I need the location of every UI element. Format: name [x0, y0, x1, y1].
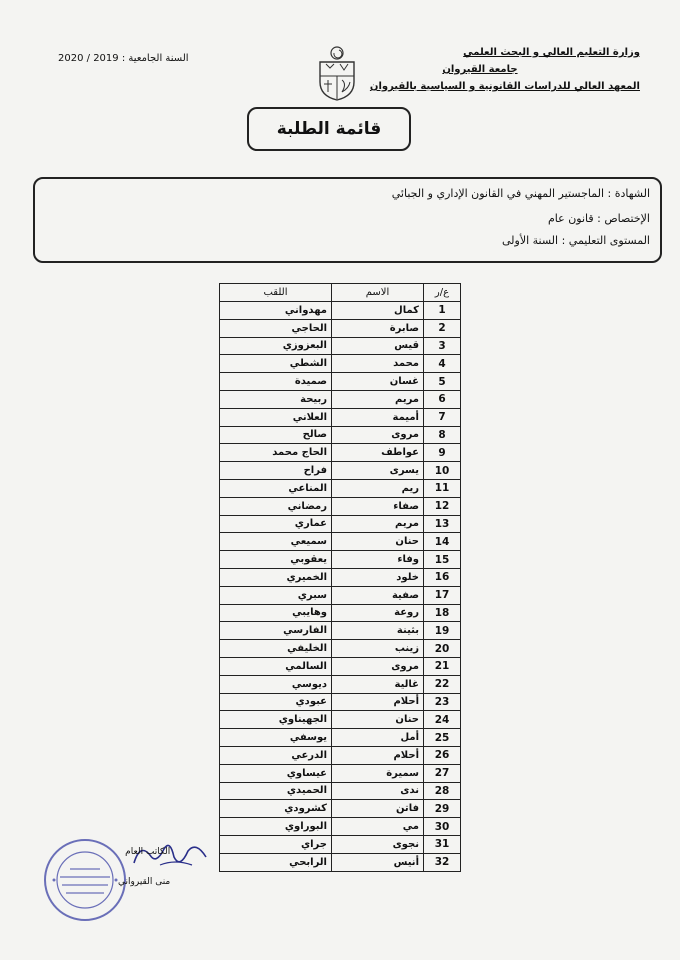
- table-row: [220, 586, 461, 604]
- row-number: 18: [424, 604, 461, 622]
- row-number: 29: [424, 800, 461, 818]
- last-name: سميعي: [220, 533, 332, 551]
- row-number: 1: [424, 302, 461, 320]
- row-number: 25: [424, 729, 461, 747]
- first-name: مروى: [332, 426, 424, 444]
- first-name: مي: [332, 818, 424, 836]
- row-number: 30: [424, 818, 461, 836]
- last-name: فراح: [220, 462, 332, 480]
- first-name: روعة: [332, 604, 424, 622]
- row-number: 32: [424, 853, 461, 871]
- last-name: مهدواني: [220, 302, 332, 320]
- institute-name: المعهد العالي للدراسات القانونية و السياسية بالقيروان: [369, 81, 640, 92]
- academic-year: السنة الجامعية : 2019 / 2020: [58, 53, 189, 64]
- table-row: [220, 782, 461, 800]
- first-name: حنان: [332, 711, 424, 729]
- table-row: [220, 640, 461, 658]
- table-row: [220, 515, 461, 533]
- first-name: أحلام: [332, 693, 424, 711]
- last-name: جراي: [220, 835, 332, 853]
- first-name: صفية: [332, 586, 424, 604]
- first-name: كمال: [332, 302, 424, 320]
- page-title: قائمة الطلبة: [247, 107, 411, 151]
- table-row: [220, 853, 461, 871]
- first-name: مريم: [332, 390, 424, 408]
- last-name: يعقوبي: [220, 551, 332, 569]
- table-row: [220, 390, 461, 408]
- tunisia-coat-of-arms-icon: [312, 44, 362, 102]
- table-row: [220, 764, 461, 782]
- table-row: [220, 355, 461, 373]
- first-name: أنيس: [332, 853, 424, 871]
- last-name: صالح: [220, 426, 332, 444]
- last-name: الحميدي: [220, 782, 332, 800]
- program-info-box: [33, 177, 662, 263]
- last-name: يوسفي: [220, 729, 332, 747]
- row-number: 10: [424, 462, 461, 480]
- signature-block: [118, 837, 170, 897]
- table-row: [220, 675, 461, 693]
- specialty-line: الإختصاص : قانون عام: [548, 212, 650, 225]
- first-name: أحلام: [332, 746, 424, 764]
- table-row: [220, 657, 461, 675]
- institution-header: [370, 44, 640, 95]
- first-name: قيس: [332, 337, 424, 355]
- last-name: سبري: [220, 586, 332, 604]
- last-name: الخليفي: [220, 640, 332, 658]
- university-name: جامعة القيروان: [442, 64, 518, 75]
- first-name: يسرى: [332, 462, 424, 480]
- signatory-title: الكاتب العام: [125, 847, 171, 857]
- first-name: وفاء: [332, 551, 424, 569]
- row-number: 26: [424, 746, 461, 764]
- table-row: [220, 622, 461, 640]
- row-number: 11: [424, 479, 461, 497]
- first-name: غسان: [332, 373, 424, 391]
- table-row: [220, 408, 461, 426]
- students-table: [219, 283, 461, 872]
- table-row: [220, 444, 461, 462]
- first-name: فاتن: [332, 800, 424, 818]
- last-name: عيساوي: [220, 764, 332, 782]
- table-row: [220, 835, 461, 853]
- row-number: 16: [424, 568, 461, 586]
- last-name: الحاج محمد: [220, 444, 332, 462]
- row-number: 13: [424, 515, 461, 533]
- first-name: ندى: [332, 782, 424, 800]
- row-number: 4: [424, 355, 461, 373]
- table-row: [220, 568, 461, 586]
- last-name: عبودي: [220, 693, 332, 711]
- row-number: 12: [424, 497, 461, 515]
- row-number: 21: [424, 657, 461, 675]
- table-row: [220, 746, 461, 764]
- table-row: [220, 533, 461, 551]
- first-name: نجوى: [332, 835, 424, 853]
- table-row: [220, 497, 461, 515]
- row-number: 6: [424, 390, 461, 408]
- last-name: الشطي: [220, 355, 332, 373]
- row-number: 5: [424, 373, 461, 391]
- last-name: وهايبي: [220, 604, 332, 622]
- last-name: ربيحة: [220, 390, 332, 408]
- table-row: [220, 479, 461, 497]
- table-header-row: [220, 284, 461, 302]
- first-name: ريم: [332, 479, 424, 497]
- last-name: الجهيناوي: [220, 711, 332, 729]
- row-number: 14: [424, 533, 461, 551]
- row-number: 19: [424, 622, 461, 640]
- row-number: 7: [424, 408, 461, 426]
- last-name: السالمي: [220, 657, 332, 675]
- row-number: 31: [424, 835, 461, 853]
- row-number: 28: [424, 782, 461, 800]
- last-name: البعزوزي: [220, 337, 332, 355]
- table-row: [220, 818, 461, 836]
- row-number: 9: [424, 444, 461, 462]
- header-num: ع/ر: [424, 284, 461, 302]
- last-name: ديوسي: [220, 675, 332, 693]
- row-number: 23: [424, 693, 461, 711]
- table-row: [220, 302, 461, 320]
- signatory-name: منى القيرواني: [118, 877, 171, 887]
- table-row: [220, 462, 461, 480]
- last-name: البوراوي: [220, 818, 332, 836]
- last-name: كشرودي: [220, 800, 332, 818]
- first-name: حنان: [332, 533, 424, 551]
- first-name: أمل: [332, 729, 424, 747]
- last-name: الفارسي: [220, 622, 332, 640]
- header-surname: اللقب: [220, 284, 332, 302]
- row-number: 24: [424, 711, 461, 729]
- table-row: [220, 337, 461, 355]
- last-name: صميدة: [220, 373, 332, 391]
- table-row: [220, 319, 461, 337]
- row-number: 22: [424, 675, 461, 693]
- last-name: رمضاني: [220, 497, 332, 515]
- row-number: 2: [424, 319, 461, 337]
- first-name: سميرة: [332, 764, 424, 782]
- level-line: المستوى التعليمي : السنة الأولى: [501, 234, 650, 247]
- row-number: 20: [424, 640, 461, 658]
- first-name: غالية: [332, 675, 424, 693]
- row-number: 3: [424, 337, 461, 355]
- table-row: [220, 711, 461, 729]
- official-stamp: [40, 835, 130, 925]
- first-name: بثينة: [332, 622, 424, 640]
- first-name: محمد: [332, 355, 424, 373]
- row-number: 17: [424, 586, 461, 604]
- row-number: 15: [424, 551, 461, 569]
- first-name: صفاء: [332, 497, 424, 515]
- table-row: [220, 800, 461, 818]
- row-number: 27: [424, 764, 461, 782]
- header-name: الاسم: [332, 284, 424, 302]
- first-name: زينب: [332, 640, 424, 658]
- table-row: [220, 604, 461, 622]
- last-name: العلاني: [220, 408, 332, 426]
- row-number: 8: [424, 426, 461, 444]
- first-name: أميمة: [332, 408, 424, 426]
- first-name: عواطف: [332, 444, 424, 462]
- first-name: صابرة: [332, 319, 424, 337]
- last-name: الحاجي: [220, 319, 332, 337]
- last-name: الرابحي: [220, 853, 332, 871]
- last-name: المناعي: [220, 479, 332, 497]
- last-name: عماري: [220, 515, 332, 533]
- last-name: الدرعي: [220, 746, 332, 764]
- table-row: [220, 693, 461, 711]
- table-row: [220, 373, 461, 391]
- table-row: [220, 426, 461, 444]
- table-row: [220, 551, 461, 569]
- table-row: [220, 729, 461, 747]
- first-name: مروى: [332, 657, 424, 675]
- first-name: مريم: [332, 515, 424, 533]
- first-name: خلود: [332, 568, 424, 586]
- ministry-name: وزارة التعليم العالي و البحث العلمي: [463, 47, 640, 58]
- last-name: الخميري: [220, 568, 332, 586]
- degree-line: الشهادة : الماجستير المهني في القانون الإداري و الجبائي: [391, 187, 650, 200]
